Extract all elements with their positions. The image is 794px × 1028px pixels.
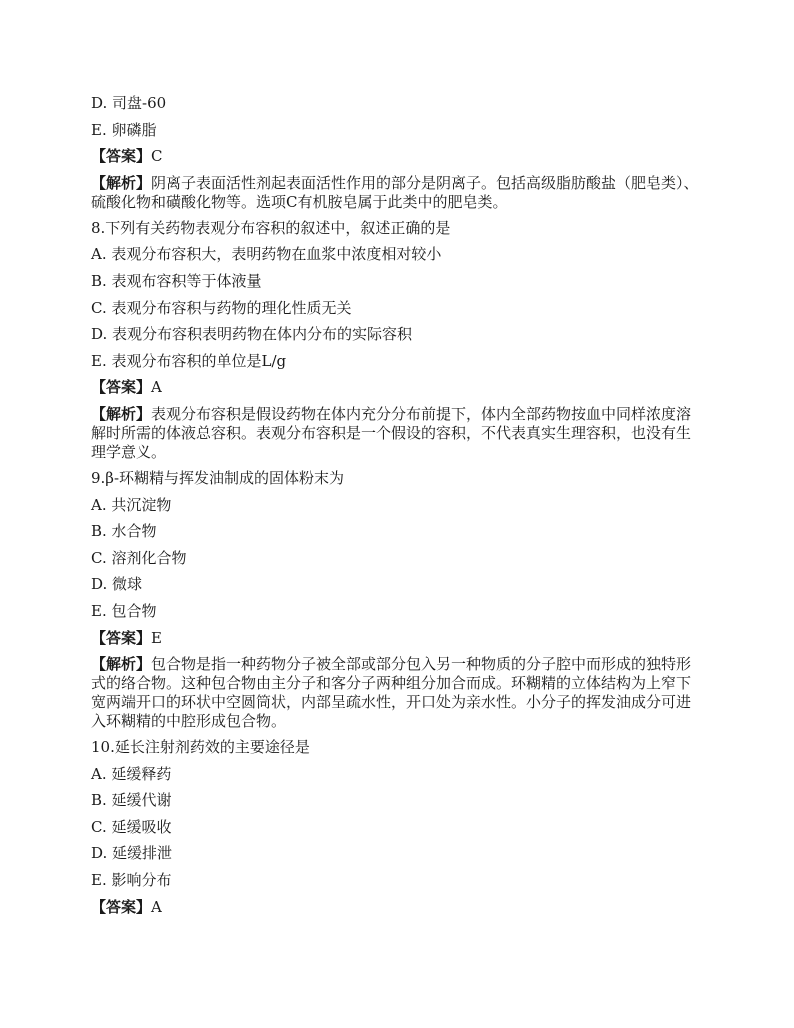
analysis-paragraph: [91, 174, 703, 212]
option-text: A. 表观分布容积大，表明药物在血浆中浓度相对较小: [91, 245, 442, 264]
option-text: A. 共沉淀物: [91, 495, 172, 514]
document-page: [91, 90, 703, 920]
option-line: [91, 761, 703, 788]
option-line: [91, 348, 703, 375]
answer-label: 【答案】: [91, 147, 152, 166]
answer-text: C: [151, 147, 163, 166]
option-text: D. 延缓排泄: [91, 844, 173, 863]
analysis-text: 表观分布容积是假设药物在体内充分分布前提下，体内全部药物按血中同样浓度溶解时所需的体液总容积。表观分布容积是一个假设的容积，不代表真实生理容积，也没有生理学意义。: [91, 404, 692, 461]
option-text: D. 表观分布容积表明药物在体内分布的实际容积: [91, 325, 413, 344]
question-text: 8.下列有关药物表观分布容积的叙述中，叙述正确的是: [91, 218, 451, 237]
option-line: [91, 518, 703, 545]
option-text: B. 延缓代谢: [91, 791, 172, 810]
option-text: E. 影响分布: [91, 871, 172, 890]
option-text: E. 卵磷脂: [91, 120, 157, 139]
answer-line: [91, 894, 703, 921]
question-text: 9.β-环糊精与挥发油制成的固体粉末为: [91, 468, 345, 487]
option-text: B. 表观布容积等于体液量: [91, 271, 262, 290]
option-line: [91, 268, 703, 295]
option-text: E. 包合物: [91, 601, 157, 620]
analysis-label: 【解析】: [91, 655, 152, 674]
option-line: [91, 321, 703, 348]
option-line: [91, 867, 703, 894]
option-line: [91, 492, 703, 519]
analysis-label: 【解析】: [91, 404, 152, 423]
option-text: C. 表观分布容积与药物的理化性质无关: [91, 298, 352, 317]
option-line: [91, 117, 703, 144]
answer-line: [91, 374, 703, 401]
option-line: [91, 90, 703, 117]
question-stem: [91, 465, 703, 492]
option-line: [91, 241, 703, 268]
option-line: [91, 295, 703, 322]
answer-line: [91, 625, 703, 652]
option-text: E. 表观分布容积的单位是L/g: [91, 351, 287, 370]
answer-text: A: [151, 378, 162, 397]
option-line: [91, 571, 703, 598]
analysis-text: 阴离子表面活性剂起表面活性作用的部分是阴离子。包括高级脂肪酸盐（肥皂类）、硫酸化物和磺酸化物等。选项C有机胺皂属于此类中的肥皂类。: [91, 173, 699, 211]
option-line: [91, 545, 703, 572]
option-line: [91, 598, 703, 625]
answer-label: 【答案】: [91, 378, 152, 397]
option-text: B. 水合物: [91, 522, 157, 541]
answer-text: A: [151, 897, 162, 916]
analysis-text: 包合物是指一种药物分子被全部或部分包入另一种物质的分子腔中而形成的独特形式的络合物。这种包合物由主分子和客分子两种组分加合而成。环糊精的立体结构为上窄下宽两端开口的环状中空圆筒状，内部呈疏水性，开口处为亲水性。小分子的挥发油成分可进入环糊精的中腔形成包合物。: [91, 655, 692, 731]
answer-label: 【答案】: [91, 628, 152, 647]
analysis-label: 【解析】: [91, 173, 152, 192]
answer-line: [91, 143, 703, 170]
answer-text: E: [151, 628, 162, 647]
option-text: D. 微球: [91, 575, 143, 594]
option-text: C. 延缓吸收: [91, 817, 172, 836]
question-text: 10.延长注射剂药效的主要途径是: [91, 738, 310, 757]
option-line: [91, 814, 703, 841]
option-line: [91, 840, 703, 867]
option-text: D. 司盘-60: [91, 94, 167, 112]
question-stem: [91, 734, 703, 761]
analysis-paragraph: [91, 655, 703, 731]
answer-label: 【答案】: [91, 897, 152, 916]
option-text: A. 延缓释药: [91, 764, 172, 783]
option-line: [91, 787, 703, 814]
question-stem: [91, 215, 703, 242]
option-text: C. 溶剂化合物: [91, 548, 187, 567]
analysis-paragraph: [91, 405, 703, 462]
